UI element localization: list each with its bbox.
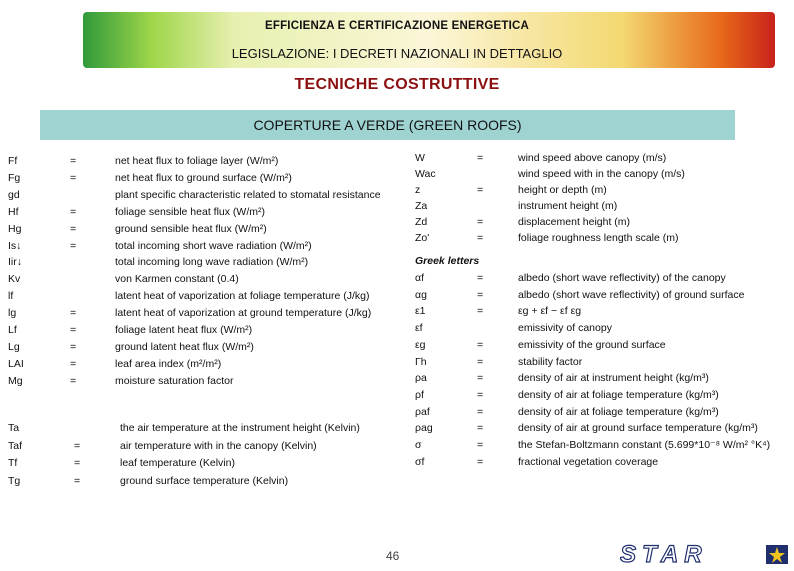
left-term-symbol: Hf [8,205,19,218]
left-term-definition: plant specific characteristic related to stomatal resistance [115,188,381,201]
left-term-definition: moisture saturation factor [115,374,234,387]
left-term-symbol: lg [8,307,17,320]
greek-term-equals: = [477,455,484,468]
left-term-symbol: gd [8,188,20,201]
greek-term-symbol: ρaf [415,405,430,418]
left-term-definition: leaf area index (m²/m²) [115,357,222,370]
greek-term-equals: = [477,388,484,401]
left-temp-definition: air temperature with in the canopy (Kelvin) [120,439,317,452]
left-term-definition: foliage latent heat flux (W/m²) [115,324,253,336]
greek-term-definition: fractional vegetation coverage [518,455,659,468]
greek-term-equals: = [477,405,484,418]
greek-term-equals: = [477,338,484,351]
greek-term-definition: albedo (short wave reflectivity) of ground surface [518,288,745,301]
right-term-equals: = [477,232,484,244]
left-term-equals: = [70,340,77,353]
greek-term-equals: = [477,372,484,385]
greek-term-symbol: ε1 [415,305,426,318]
greek-term-definition: density of air at foliage temperature (kg/m³) [518,405,719,418]
left-term-symbol: Lf [8,324,17,336]
left-term-symbol: Iir↓ [8,256,22,269]
left-temp-equals: = [74,439,81,452]
greek-term-definition: albedo (short wave reflectivity) of the canopy [518,272,726,284]
greek-term-symbol: εf [415,322,423,335]
left-term-equals: = [70,155,77,167]
greek-term-equals: = [477,355,484,368]
right-term-equals: = [477,184,484,196]
right-term-symbol: z [415,184,421,196]
greek-term-symbol: αf [415,272,424,284]
left-term-definition: total incoming long wave radiation (W/m²) [115,256,309,269]
right-term-symbol: Za [415,200,428,212]
section-title: TECNICHE COSTRUTTIVE [294,76,500,93]
left-term-definition: net heat flux to ground surface (W/m²) [115,171,292,184]
left-temp-definition: ground surface temperature (Kelvin) [120,474,289,487]
right-term-definition: displacement height (m) [518,216,631,228]
left-term-definition: latent heat of vaporization at foliage temperature (J/kg) [115,290,370,303]
greek-term-definition: εg + εf − εf εg [518,305,582,318]
left-term-equals: = [70,239,77,252]
topic-title: COPERTURE A VERDE (GREEN ROOFS) [253,117,522,133]
logo-text: STAR [620,542,708,566]
left-term-equals: = [70,324,77,336]
greek-term-equals: = [477,305,484,318]
left-term-symbol: Kv [8,273,21,286]
header-title: EFFICIENZA E CERTIFICAZIONE ENERGETICA [264,20,529,32]
greek-term-equals: = [477,272,484,284]
greek-term-definition: density of air at foliage temperature (kg/m³) [518,388,719,401]
left-term-equals: = [70,374,77,387]
left-term-definition: latent heat of vaporization at ground temperature (J/kg) [115,307,372,320]
left-term-symbol: LAI [8,357,24,370]
greek-term-symbol: ρf [415,388,424,401]
right-term-symbol: Zd [415,216,428,228]
left-term-definition: net heat flux to foliage layer (W/m²) [115,155,279,167]
left-term-equals: = [70,171,77,184]
greek-term-symbol: αg [415,288,427,301]
greek-term-symbol: ρag [415,422,433,435]
topic-bar [40,110,735,140]
greek-term-definition: stability factor [518,355,583,368]
left-temp-equals: = [74,457,81,469]
left-temp-symbol: Tg [8,474,21,487]
right-term-symbol: W [415,152,425,164]
left-term-equals: = [70,222,77,235]
greek-term-definition: the Stefan-Boltzmann constant (5.699*10⁻⁸ W/m² °K⁴) [518,439,771,451]
left-term-definition: ground latent heat flux (W/m²) [115,340,254,353]
right-term-symbol: Zo' [415,232,430,244]
page-number: 46 [386,549,400,563]
greek-term-equals: = [477,439,484,451]
left-term-symbol: lf [8,290,14,303]
greek-term-symbol: σ [415,439,422,451]
left-term-symbol: Lg [8,340,20,353]
left-term-symbol: Fg [8,171,21,184]
left-temp-equals: = [74,474,81,487]
left-temp-definition: the air temperature at the instrument height (Kelvin) [120,422,360,434]
greek-term-symbol: σf [415,455,425,468]
right-term-symbol: Wac [415,168,436,180]
right-term-equals: = [477,216,484,228]
right-term-definition: wind speed above canopy (m/s) [518,152,667,164]
greek-term-definition: emissivity of the ground surface [518,338,666,351]
right-term-definition: wind speed with in the canopy (m/s) [518,168,685,180]
left-term-equals: = [70,307,77,320]
left-temp-symbol: Tf [8,457,18,469]
greek-term-symbol: ρa [415,372,427,385]
left-temp-symbol: Taf [8,439,23,452]
greek-letters-heading: Greek letters [415,255,480,267]
greek-term-symbol: Γh [415,355,427,368]
greek-term-equals: = [477,422,484,435]
right-term-definition: instrument height (m) [518,200,618,212]
left-term-symbol: Ff [8,155,18,167]
right-term-equals: = [477,152,484,164]
left-term-equals: = [70,205,77,218]
left-term-symbol: Hg [8,222,22,235]
left-temp-symbol: Ta [8,422,20,434]
greek-term-definition: density of air at instrument height (kg/m³) [518,372,709,385]
right-term-definition: foliage roughness length scale (m) [518,232,679,244]
left-term-definition: foliage sensible heat flux (W/m²) [115,205,265,218]
left-term-equals: = [70,357,77,370]
right-term-definition: height or depth (m) [518,184,607,196]
greek-term-definition: density of air at ground surface temperature (kg/m³) [518,422,758,435]
greek-term-symbol: εg [415,338,426,351]
left-term-symbol: Is↓ [8,239,22,252]
greek-term-definition: emissivity of canopy [518,322,612,335]
left-term-definition: ground sensible heat flux (W/m²) [115,222,267,235]
greek-term-equals: = [477,288,484,301]
left-term-definition: total incoming short wave radiation (W/m²) [115,239,312,252]
left-term-definition: von Karmen constant (0.4) [115,273,239,286]
header-subtitle: LEGISLAZIONE: I DECRETI NAZIONALI IN DETTAGLIO [231,46,563,61]
left-term-symbol: Mg [8,374,23,387]
left-temp-definition: leaf temperature (Kelvin) [120,457,235,469]
